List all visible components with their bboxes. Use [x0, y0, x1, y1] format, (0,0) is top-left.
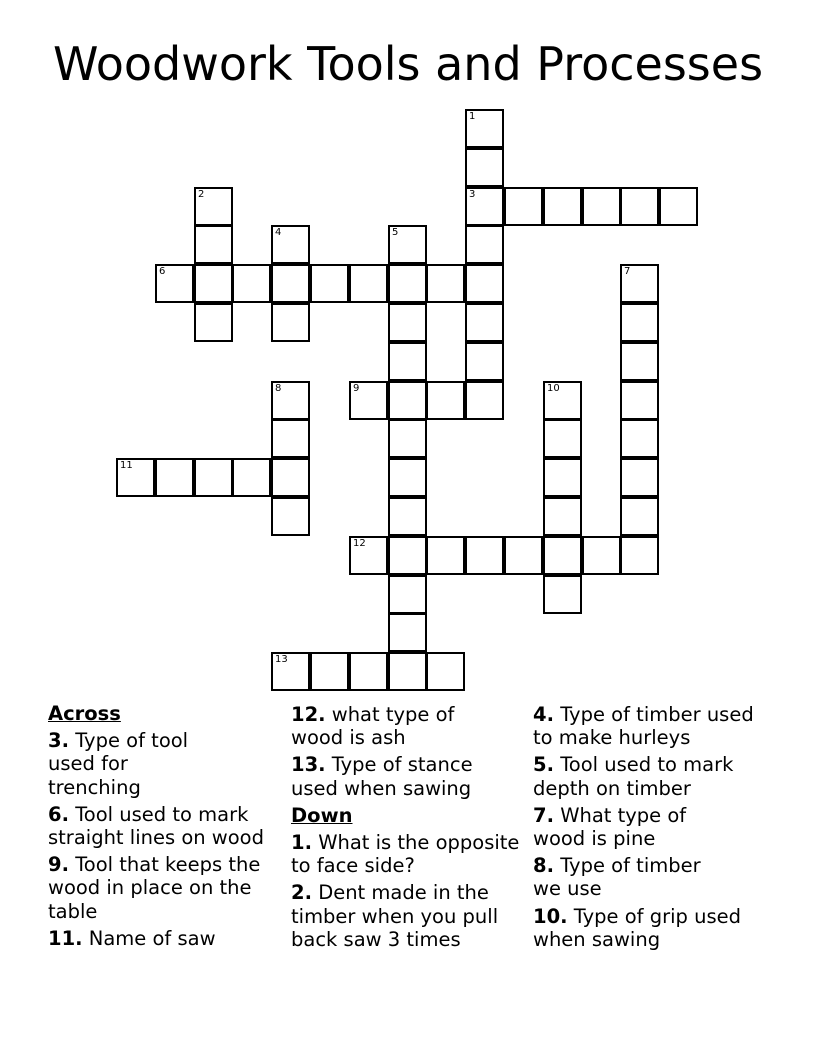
clue-number-label: 5 [392, 227, 399, 238]
grid-cell[interactable] [349, 264, 388, 303]
clues-column-1 [48, 702, 288, 954]
grid-cell[interactable] [426, 264, 465, 303]
grid-cell[interactable] [271, 419, 310, 458]
grid-cell[interactable] [620, 536, 659, 575]
grid-cell[interactable] [194, 458, 233, 497]
grid-cell[interactable] [388, 264, 427, 303]
grid-cell[interactable] [465, 303, 504, 342]
clue-down-4 [533, 703, 765, 749]
clue-across-11 [48, 927, 288, 950]
clue-text: Name of saw [88, 926, 216, 950]
clue-number: 5. [533, 753, 554, 777]
clue-across-3 [48, 729, 213, 799]
clue-across-13 [291, 753, 491, 799]
clue-number-label: 6 [159, 266, 166, 277]
clue-number: 6. [48, 802, 69, 826]
clue-text: Tool used to mark depth on timber [533, 753, 734, 800]
clue-across-9 [48, 853, 273, 923]
grid-cell[interactable] [504, 536, 543, 575]
clue-number-label: 3 [469, 189, 476, 200]
grid-cell[interactable] [388, 652, 427, 691]
clue-text: What is the opposite to face side? [291, 831, 520, 878]
grid-cell[interactable] [543, 419, 582, 458]
grid-cell[interactable] [271, 497, 310, 536]
clue-number: 10. [533, 904, 568, 928]
grid-cell[interactable] [388, 225, 427, 264]
clue-across-6 [48, 803, 280, 849]
grid-cell[interactable] [465, 225, 504, 264]
grid-cell[interactable] [388, 381, 427, 420]
clue-number-label: 1 [469, 111, 476, 122]
puzzle-title: Woodwork Tools and Processes [52, 37, 764, 91]
grid-cell[interactable] [388, 303, 427, 342]
grid-cell[interactable] [426, 652, 465, 691]
clue-text: what type of wood is ash [291, 703, 455, 750]
grid-cell[interactable] [232, 458, 271, 497]
clue-number-label: 2 [198, 189, 205, 200]
grid-cell[interactable] [271, 652, 310, 691]
grid-cell[interactable] [659, 187, 698, 226]
clue-down-10 [533, 905, 773, 951]
grid-cell[interactable] [155, 458, 194, 497]
grid-cell[interactable] [620, 497, 659, 536]
grid-cell[interactable] [310, 264, 349, 303]
clue-text: What type of wood is pine [533, 803, 687, 851]
clue-text: Type of grip used when sawing [533, 904, 742, 951]
grid-cell[interactable] [194, 187, 233, 226]
grid-cell[interactable] [543, 458, 582, 497]
grid-cell[interactable] [620, 419, 659, 458]
grid-cell[interactable] [582, 187, 621, 226]
clue-text: Type of timber used to make hurleys [533, 703, 754, 750]
clue-down-8 [533, 854, 728, 900]
grid-cell[interactable] [388, 536, 427, 575]
clue-number-label: 13 [275, 654, 288, 665]
grid-cell[interactable] [543, 381, 582, 420]
grid-cell[interactable] [543, 536, 582, 575]
grid-cell[interactable] [271, 303, 310, 342]
grid-cell[interactable] [271, 458, 310, 497]
grid-cell[interactable] [388, 613, 427, 652]
clues-column-3 [533, 703, 773, 955]
grid-cell[interactable] [349, 381, 388, 420]
grid-cell[interactable] [116, 458, 155, 497]
grid-cell[interactable] [232, 264, 271, 303]
grid-cell[interactable] [620, 458, 659, 497]
clue-number-label: 11 [120, 460, 133, 471]
grid-cell[interactable] [194, 303, 233, 342]
grid-cell[interactable] [388, 458, 427, 497]
grid-cell[interactable] [194, 225, 233, 264]
grid-cell[interactable] [620, 342, 659, 381]
grid-cell[interactable] [620, 264, 659, 303]
grid-cell[interactable] [310, 652, 349, 691]
grid-cell[interactable] [155, 264, 194, 303]
grid-cell[interactable] [543, 575, 582, 614]
grid-cell[interactable] [426, 536, 465, 575]
grid-cell[interactable] [543, 497, 582, 536]
grid-cell[interactable] [271, 381, 310, 420]
grid-cell[interactable] [388, 497, 427, 536]
grid-cell[interactable] [271, 264, 310, 303]
grid-cell[interactable] [504, 187, 543, 226]
clue-number-label: 9 [353, 383, 360, 394]
grid-cell[interactable] [465, 536, 504, 575]
grid-cell[interactable] [194, 264, 233, 303]
grid-cell[interactable] [388, 342, 427, 381]
clue-across-12 [291, 703, 471, 749]
grid-cell[interactable] [543, 187, 582, 226]
grid-cell[interactable] [620, 381, 659, 420]
clue-down-1 [291, 831, 523, 877]
clue-number: 11. [48, 926, 83, 950]
clues-column-2 [291, 703, 531, 955]
grid-cell[interactable] [349, 652, 388, 691]
grid-cell[interactable] [465, 187, 504, 226]
clue-down-5 [533, 753, 773, 799]
down-heading: Down [291, 803, 353, 827]
grid-cell[interactable] [620, 187, 659, 226]
clue-number-label: 12 [353, 538, 366, 549]
grid-cell[interactable] [465, 381, 504, 420]
grid-cell[interactable] [349, 536, 388, 575]
clue-number: 12. [291, 703, 326, 726]
grid-cell[interactable] [620, 303, 659, 342]
clue-text: Tool that keeps the wood in place on the table [48, 853, 261, 923]
clue-number: 3. [48, 729, 69, 753]
clue-text: Tool used to mark straight lines on wood [48, 802, 264, 850]
clue-number-label: 10 [547, 383, 560, 394]
clue-number: 4. [533, 703, 554, 726]
grid-cell[interactable] [271, 225, 310, 264]
clue-number-label: 7 [624, 266, 631, 277]
clue-down-2 [291, 881, 523, 951]
across-heading: Across [48, 702, 121, 725]
clue-text: Type of timber we use [533, 854, 701, 901]
clue-number: 9. [48, 853, 69, 877]
clue-number: 2. [291, 881, 312, 905]
grid-cell[interactable] [465, 264, 504, 303]
grid-cell[interactable] [582, 536, 621, 575]
grid-cell[interactable] [465, 342, 504, 381]
clue-text: Type of stance used when sawing [291, 753, 473, 800]
grid-cell[interactable] [426, 381, 465, 420]
clue-number: 8. [533, 854, 554, 878]
grid-cell[interactable] [388, 575, 427, 614]
grid-cell[interactable] [465, 148, 504, 187]
clue-number: 1. [291, 831, 312, 855]
clue-text: Type of tool used for trenching [48, 729, 189, 799]
grid-cell[interactable] [388, 419, 427, 458]
clue-number: 7. [533, 803, 554, 827]
clue-number-label: 8 [275, 383, 282, 394]
clue-number: 13. [291, 753, 326, 777]
clue-number-label: 4 [275, 227, 282, 238]
grid-cell[interactable] [465, 109, 504, 148]
clue-down-7 [533, 804, 713, 850]
clue-text: Dent made in the timber when you pull back saw 3 times [291, 881, 499, 951]
